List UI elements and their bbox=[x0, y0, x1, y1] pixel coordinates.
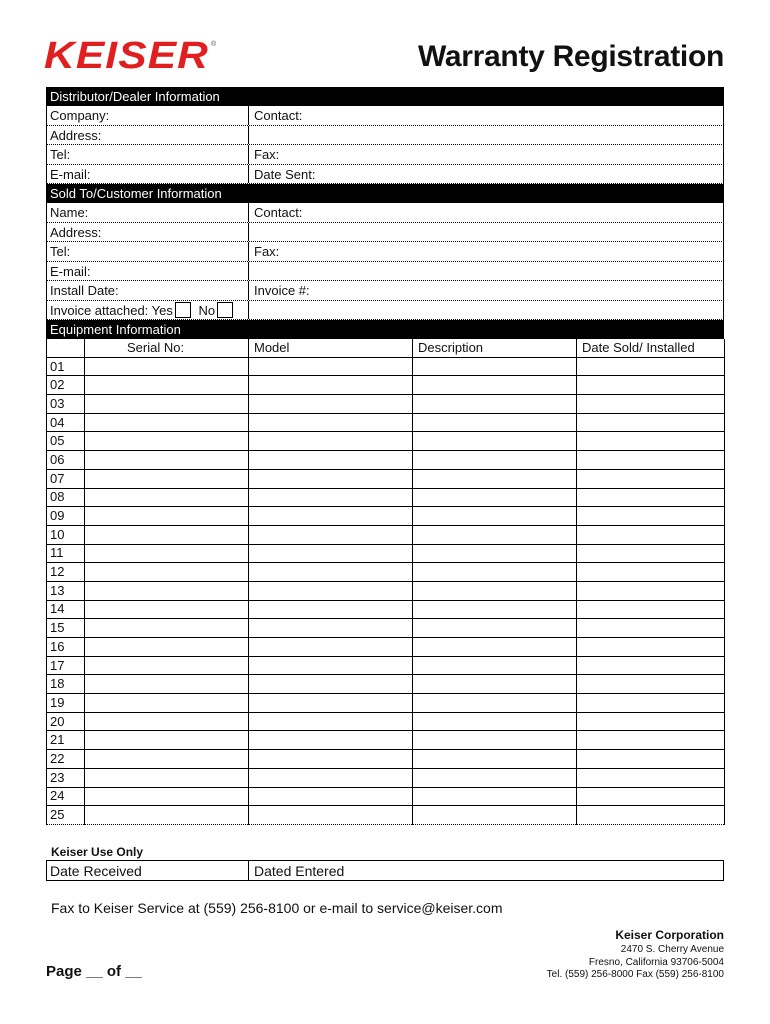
distributor-rows bbox=[46, 106, 724, 184]
description-cell[interactable] bbox=[413, 750, 577, 769]
row-number: 03 bbox=[47, 395, 85, 414]
registration-form bbox=[46, 87, 724, 825]
serial-cell[interactable] bbox=[85, 376, 249, 395]
date-cell[interactable] bbox=[577, 806, 725, 825]
corporation-name: Keiser Corporation bbox=[615, 928, 724, 942]
serial-cell[interactable] bbox=[85, 731, 249, 750]
field-right[interactable]: Fax: bbox=[254, 147, 280, 162]
serial-cell[interactable] bbox=[85, 469, 249, 488]
form-row bbox=[46, 203, 724, 223]
model-cell[interactable] bbox=[249, 432, 413, 451]
equipment-row bbox=[47, 488, 725, 507]
description-cell[interactable] bbox=[413, 787, 577, 806]
form-row bbox=[46, 126, 724, 146]
model-cell[interactable] bbox=[249, 787, 413, 806]
equipment-row bbox=[47, 563, 725, 582]
model-cell[interactable] bbox=[249, 395, 413, 414]
serial-cell[interactable] bbox=[85, 395, 249, 414]
keiser-use-label: Keiser Use Only bbox=[51, 845, 144, 859]
model-cell[interactable] bbox=[249, 638, 413, 657]
serial-cell[interactable] bbox=[85, 768, 249, 787]
form-row bbox=[46, 145, 724, 165]
date-cell[interactable] bbox=[577, 469, 725, 488]
svg-text:KEISER: KEISER bbox=[44, 38, 209, 72]
description-cell[interactable] bbox=[413, 694, 577, 713]
equipment-row bbox=[47, 451, 725, 470]
no-label: No bbox=[198, 302, 216, 318]
col-date-sold: Date Sold/ Installed bbox=[577, 339, 725, 357]
serial-cell[interactable] bbox=[85, 581, 249, 600]
serial-cell[interactable] bbox=[85, 638, 249, 657]
date-cell[interactable] bbox=[577, 712, 725, 731]
equipment-row bbox=[47, 395, 725, 414]
date-cell[interactable] bbox=[577, 413, 725, 432]
col-serial: Serial No: bbox=[85, 339, 249, 357]
equipment-row bbox=[47, 656, 725, 675]
field-right[interactable]: Contact: bbox=[254, 205, 303, 220]
keiser-use-row bbox=[46, 860, 724, 881]
description-cell[interactable] bbox=[413, 413, 577, 432]
equipment-header-row bbox=[47, 339, 725, 357]
date-cell[interactable] bbox=[577, 694, 725, 713]
model-cell[interactable] bbox=[249, 451, 413, 470]
row-number: 16 bbox=[47, 638, 85, 657]
form-row bbox=[46, 262, 724, 282]
field-left[interactable]: Tel: bbox=[47, 145, 249, 164]
field-left[interactable]: E-mail: bbox=[47, 262, 249, 281]
serial-cell[interactable] bbox=[85, 656, 249, 675]
form-row bbox=[46, 223, 724, 243]
date-cell[interactable] bbox=[577, 675, 725, 694]
description-cell[interactable] bbox=[413, 563, 577, 582]
row-number: 13 bbox=[47, 581, 85, 600]
equipment-table bbox=[46, 339, 725, 825]
date-cell[interactable] bbox=[577, 451, 725, 470]
description-cell[interactable] bbox=[413, 581, 577, 600]
customer-heading: Sold To/Customer Information bbox=[46, 184, 724, 203]
serial-cell[interactable] bbox=[85, 600, 249, 619]
row-number: 17 bbox=[47, 656, 85, 675]
serial-cell[interactable] bbox=[85, 787, 249, 806]
equipment-row bbox=[47, 750, 725, 769]
keiser-logo bbox=[44, 38, 219, 72]
address-line-2: Fresno, California 93706-5004 bbox=[588, 956, 724, 968]
model-cell[interactable] bbox=[249, 357, 413, 376]
row-number: 04 bbox=[47, 413, 85, 432]
form-row bbox=[46, 281, 724, 301]
date-cell[interactable] bbox=[577, 376, 725, 395]
customer-rows bbox=[46, 203, 724, 301]
description-cell[interactable] bbox=[413, 731, 577, 750]
date-cell[interactable] bbox=[577, 638, 725, 657]
description-cell[interactable] bbox=[413, 619, 577, 638]
model-cell[interactable] bbox=[249, 694, 413, 713]
address-line-1: 2470 S. Cherry Avenue bbox=[620, 944, 724, 955]
col-model: Model bbox=[249, 339, 413, 357]
field-right[interactable]: Date Sent: bbox=[254, 166, 316, 182]
equipment-row bbox=[47, 600, 725, 619]
description-cell[interactable] bbox=[413, 656, 577, 675]
description-cell[interactable] bbox=[413, 469, 577, 488]
serial-cell[interactable] bbox=[85, 750, 249, 769]
serial-cell[interactable] bbox=[85, 451, 249, 470]
description-cell[interactable] bbox=[413, 376, 577, 395]
description-cell[interactable] bbox=[413, 488, 577, 507]
page-number: Page __ of __ bbox=[46, 963, 142, 980]
row-number: 18 bbox=[47, 675, 85, 694]
equipment-row bbox=[47, 768, 725, 787]
fax-instructions: Fax to Keiser Service at (559) 256-8100 or e-mail to service@keiser.com bbox=[51, 900, 503, 916]
description-cell[interactable] bbox=[413, 395, 577, 414]
row-number: 09 bbox=[47, 507, 85, 526]
description-cell[interactable] bbox=[413, 712, 577, 731]
equipment-row bbox=[47, 376, 725, 395]
yes-checkbox[interactable] bbox=[175, 302, 191, 318]
equipment-row bbox=[47, 619, 725, 638]
dated-entered-field[interactable]: Dated Entered bbox=[254, 863, 345, 879]
description-cell[interactable] bbox=[413, 525, 577, 544]
model-cell[interactable] bbox=[249, 806, 413, 825]
date-cell[interactable] bbox=[577, 619, 725, 638]
equipment-row bbox=[47, 806, 725, 825]
field-left[interactable]: Install Date: bbox=[47, 281, 249, 300]
serial-cell[interactable] bbox=[85, 544, 249, 563]
field-left[interactable]: Tel: bbox=[47, 242, 249, 261]
phone-line: Tel. (559) 256-8000 Fax (559) 256-8100 bbox=[546, 969, 724, 980]
description-cell[interactable] bbox=[413, 638, 577, 657]
model-cell[interactable] bbox=[249, 619, 413, 638]
form-row bbox=[46, 165, 724, 185]
description-cell[interactable] bbox=[413, 675, 577, 694]
field-left[interactable]: Address: bbox=[47, 223, 249, 242]
serial-cell[interactable] bbox=[85, 413, 249, 432]
row-number: 02 bbox=[47, 376, 85, 395]
equipment-row bbox=[47, 413, 725, 432]
row-number: 20 bbox=[47, 712, 85, 731]
row-number: 21 bbox=[47, 731, 85, 750]
equipment-row bbox=[47, 525, 725, 544]
serial-cell[interactable] bbox=[85, 694, 249, 713]
description-cell[interactable] bbox=[413, 451, 577, 470]
field-right[interactable] bbox=[249, 262, 723, 281]
row-number: 14 bbox=[47, 600, 85, 619]
model-cell[interactable] bbox=[249, 581, 413, 600]
equipment-row bbox=[47, 675, 725, 694]
row-number: 22 bbox=[47, 750, 85, 769]
model-cell[interactable] bbox=[249, 525, 413, 544]
date-cell[interactable] bbox=[577, 432, 725, 451]
date-cell[interactable] bbox=[577, 768, 725, 787]
row-number: 15 bbox=[47, 619, 85, 638]
model-cell[interactable] bbox=[249, 675, 413, 694]
date-cell[interactable] bbox=[577, 581, 725, 600]
invoice-attached-row bbox=[46, 301, 724, 321]
field-left[interactable]: Address: bbox=[47, 126, 249, 145]
date-cell[interactable] bbox=[577, 787, 725, 806]
equipment-row bbox=[47, 357, 725, 376]
date-cell[interactable] bbox=[577, 731, 725, 750]
serial-cell[interactable] bbox=[85, 432, 249, 451]
row-number: 19 bbox=[47, 694, 85, 713]
date-cell[interactable] bbox=[577, 544, 725, 563]
description-cell[interactable] bbox=[413, 806, 577, 825]
serial-cell[interactable] bbox=[85, 619, 249, 638]
equipment-row bbox=[47, 581, 725, 600]
date-cell[interactable] bbox=[577, 395, 725, 414]
row-number: 01 bbox=[47, 357, 85, 376]
model-cell[interactable] bbox=[249, 413, 413, 432]
model-cell[interactable] bbox=[249, 544, 413, 563]
field-left[interactable]: E-mail: bbox=[47, 165, 249, 184]
description-cell[interactable] bbox=[413, 600, 577, 619]
row-number: 06 bbox=[47, 451, 85, 470]
serial-cell[interactable] bbox=[85, 488, 249, 507]
date-cell[interactable] bbox=[577, 525, 725, 544]
equipment-row bbox=[47, 731, 725, 750]
page-title: Warranty Registration bbox=[418, 40, 724, 73]
field-right[interactable]: Contact: bbox=[254, 108, 303, 123]
no-checkbox[interactable] bbox=[217, 302, 233, 318]
equipment-row bbox=[47, 787, 725, 806]
serial-cell[interactable] bbox=[85, 806, 249, 825]
field-right[interactable] bbox=[249, 223, 723, 242]
form-row bbox=[46, 242, 724, 262]
date-cell[interactable] bbox=[577, 507, 725, 526]
serial-cell[interactable] bbox=[85, 357, 249, 376]
date-cell[interactable] bbox=[577, 656, 725, 675]
invoice-attached-label: Invoice attached: Yes bbox=[50, 302, 173, 318]
equipment-row bbox=[47, 544, 725, 563]
model-cell[interactable] bbox=[249, 376, 413, 395]
serial-cell[interactable] bbox=[85, 525, 249, 544]
equipment-row bbox=[47, 432, 725, 451]
field-right[interactable]: Invoice #: bbox=[254, 283, 310, 298]
equipment-row bbox=[47, 712, 725, 731]
row-number: 05 bbox=[47, 432, 85, 451]
description-cell[interactable] bbox=[413, 357, 577, 376]
row-number: 23 bbox=[47, 768, 85, 787]
field-left[interactable]: Company: bbox=[47, 106, 249, 125]
model-cell[interactable] bbox=[249, 488, 413, 507]
date-cell[interactable] bbox=[577, 600, 725, 619]
description-cell[interactable] bbox=[413, 432, 577, 451]
row-number: 11 bbox=[47, 544, 85, 563]
model-cell[interactable] bbox=[249, 768, 413, 787]
equipment-heading: Equipment Information bbox=[46, 320, 724, 339]
equipment-row bbox=[47, 469, 725, 488]
distributor-heading: Distributor/Dealer Information bbox=[46, 87, 724, 106]
model-cell[interactable] bbox=[249, 563, 413, 582]
equipment-row bbox=[47, 694, 725, 713]
model-cell[interactable] bbox=[249, 712, 413, 731]
model-cell[interactable] bbox=[249, 656, 413, 675]
serial-cell[interactable] bbox=[85, 675, 249, 694]
description-cell[interactable] bbox=[413, 544, 577, 563]
field-right[interactable] bbox=[249, 126, 723, 145]
row-number: 12 bbox=[47, 563, 85, 582]
row-number: 10 bbox=[47, 525, 85, 544]
row-number: 08 bbox=[47, 488, 85, 507]
model-cell[interactable] bbox=[249, 469, 413, 488]
date-cell[interactable] bbox=[577, 750, 725, 769]
description-cell[interactable] bbox=[413, 507, 577, 526]
equipment-row bbox=[47, 507, 725, 526]
equipment-row bbox=[47, 638, 725, 657]
row-number: 24 bbox=[47, 787, 85, 806]
svg-text:®: ® bbox=[211, 41, 217, 48]
date-cell[interactable] bbox=[577, 357, 725, 376]
model-cell[interactable] bbox=[249, 750, 413, 769]
serial-cell[interactable] bbox=[85, 712, 249, 731]
serial-cell[interactable] bbox=[85, 507, 249, 526]
field-left[interactable]: Name: bbox=[47, 203, 249, 222]
model-cell[interactable] bbox=[249, 731, 413, 750]
date-received-field[interactable]: Date Received bbox=[47, 861, 249, 880]
model-cell[interactable] bbox=[249, 600, 413, 619]
form-row bbox=[46, 106, 724, 126]
description-cell[interactable] bbox=[413, 768, 577, 787]
row-number: 07 bbox=[47, 469, 85, 488]
corporation-address bbox=[547, 928, 724, 982]
model-cell[interactable] bbox=[249, 507, 413, 526]
serial-cell[interactable] bbox=[85, 563, 249, 582]
date-cell[interactable] bbox=[577, 488, 725, 507]
row-number: 25 bbox=[47, 806, 85, 825]
col-description: Description bbox=[413, 339, 577, 357]
date-cell[interactable] bbox=[577, 563, 725, 582]
field-right[interactable]: Fax: bbox=[254, 244, 280, 259]
